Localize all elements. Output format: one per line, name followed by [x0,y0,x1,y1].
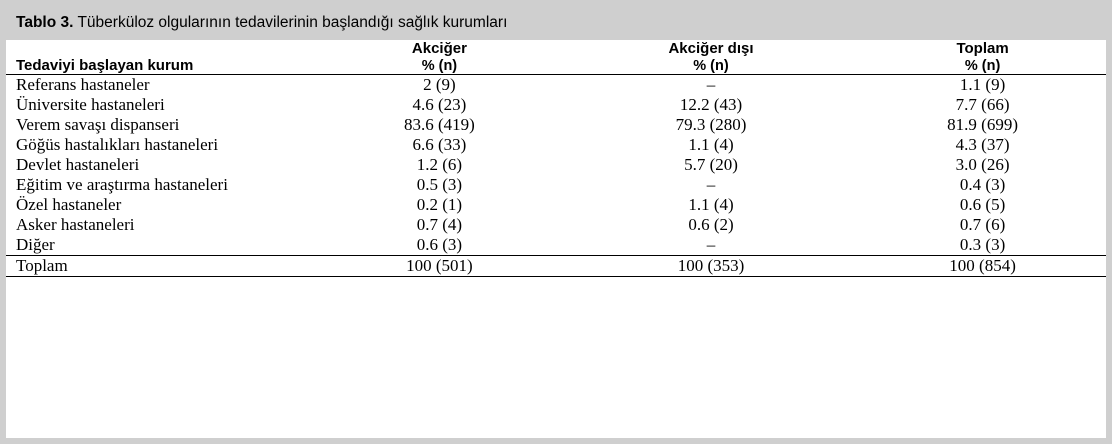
table-row [6,155,1106,175]
column-header-total-sublabel: % (n) [964,58,1001,75]
cell-extrapulmonary: 0.6 (2) [688,215,734,235]
cell-extrapulmonary: 12.2 (43) [679,95,743,115]
cell-total: 4.3 (37) [955,135,1010,155]
caption-label: Tablo 3. [16,14,74,31]
cell-extrapulmonary-total: 100 (353) [563,256,859,277]
row-label: Devlet hastaneleri [16,155,140,175]
cell-pulmonary: 83.6 (419) [403,115,475,135]
caption-text: Tüberküloz olgularının tedavilerinin başlandığı sağlık kurumları [77,14,508,31]
cell-pulmonary: 0.7 (4) [416,215,463,235]
column-header-institution [6,40,316,75]
table-head [6,40,1106,75]
table-body [6,75,1106,277]
cell-total-total: 100 (854) [859,256,1106,277]
cell-pulmonary: 4.6 (23) [412,95,467,115]
row-label: Eğitim ve araştırma hastaneleri [16,175,228,195]
table-row [6,75,1106,96]
cell-total: 1.1 (9) [959,75,1006,95]
cell-extrapulmonary: 1.1 (4) [688,195,734,215]
cell-total: 0.4 (3) [959,175,1006,195]
table-row [6,95,1106,115]
cell-extrapulmonary: 5.7 (20) [684,155,738,175]
cell-pulmonary-total: 100 (501) [316,256,563,277]
row-label: Özel hastaneler [16,195,122,215]
cell-total: 0.6 (5) [959,195,1006,215]
cell-pulmonary: 6.6 (33) [412,135,467,155]
column-header-pulmonary-label: Akciğer [411,40,467,58]
table-row-total [6,256,1106,277]
cell-extrapulmonary: 79.3 (280) [675,115,747,135]
table-row [6,135,1106,155]
row-label-total: Toplam [6,256,316,277]
row-label: Referans hastaneler [16,75,150,95]
cell-total: 81.9 (699) [947,115,1018,135]
table-row [6,235,1106,256]
row-label: Asker hastaneleri [16,215,135,235]
column-header-institution-label: Tedaviyi başlayan kurum [16,57,194,75]
cell-pulmonary: 2 (9) [423,75,456,95]
table-row [6,115,1106,135]
column-header-extrapulmonary-label: Akciğer dışı [668,40,754,58]
cell-total: 3.0 (26) [955,155,1010,175]
column-header-pulmonary-sublabel: % (n) [421,58,458,75]
cell-pulmonary: 0.5 (3) [416,175,463,195]
column-header-extrapulmonary-sublabel: % (n) [693,58,729,75]
row-label: Üniversite hastaneleri [16,95,165,115]
column-header-total [859,40,1106,75]
cell-extrapulmonary: – [706,75,716,95]
data-table [6,40,1106,276]
cell-pulmonary: 1.2 (6) [416,155,463,175]
cell-pulmonary: 0.6 (3) [416,235,463,255]
table-caption [6,6,1106,40]
row-label: Diğer [16,235,55,255]
cell-total: 7.7 (66) [955,95,1010,115]
table-inner [6,6,1106,438]
table-row [6,175,1106,195]
row-label: Göğüs hastalıkları hastaneleri [16,135,219,155]
table-row [6,215,1106,235]
column-header-pulmonary [316,40,563,75]
cell-extrapulmonary: 1.1 (4) [688,135,734,155]
column-header-total-label: Toplam [956,40,1009,58]
header-row [6,40,1106,75]
table-footer-space [6,277,1106,303]
cell-extrapulmonary: – [706,235,716,255]
cell-extrapulmonary: – [706,175,716,195]
cell-pulmonary: 0.2 (1) [416,195,463,215]
cell-total: 0.3 (3) [959,235,1006,255]
column-header-extrapulmonary [563,40,859,75]
cell-total: 0.7 (6) [959,215,1006,235]
row-label: Verem savaşı dispanseri [16,115,180,135]
table-row [6,195,1106,215]
